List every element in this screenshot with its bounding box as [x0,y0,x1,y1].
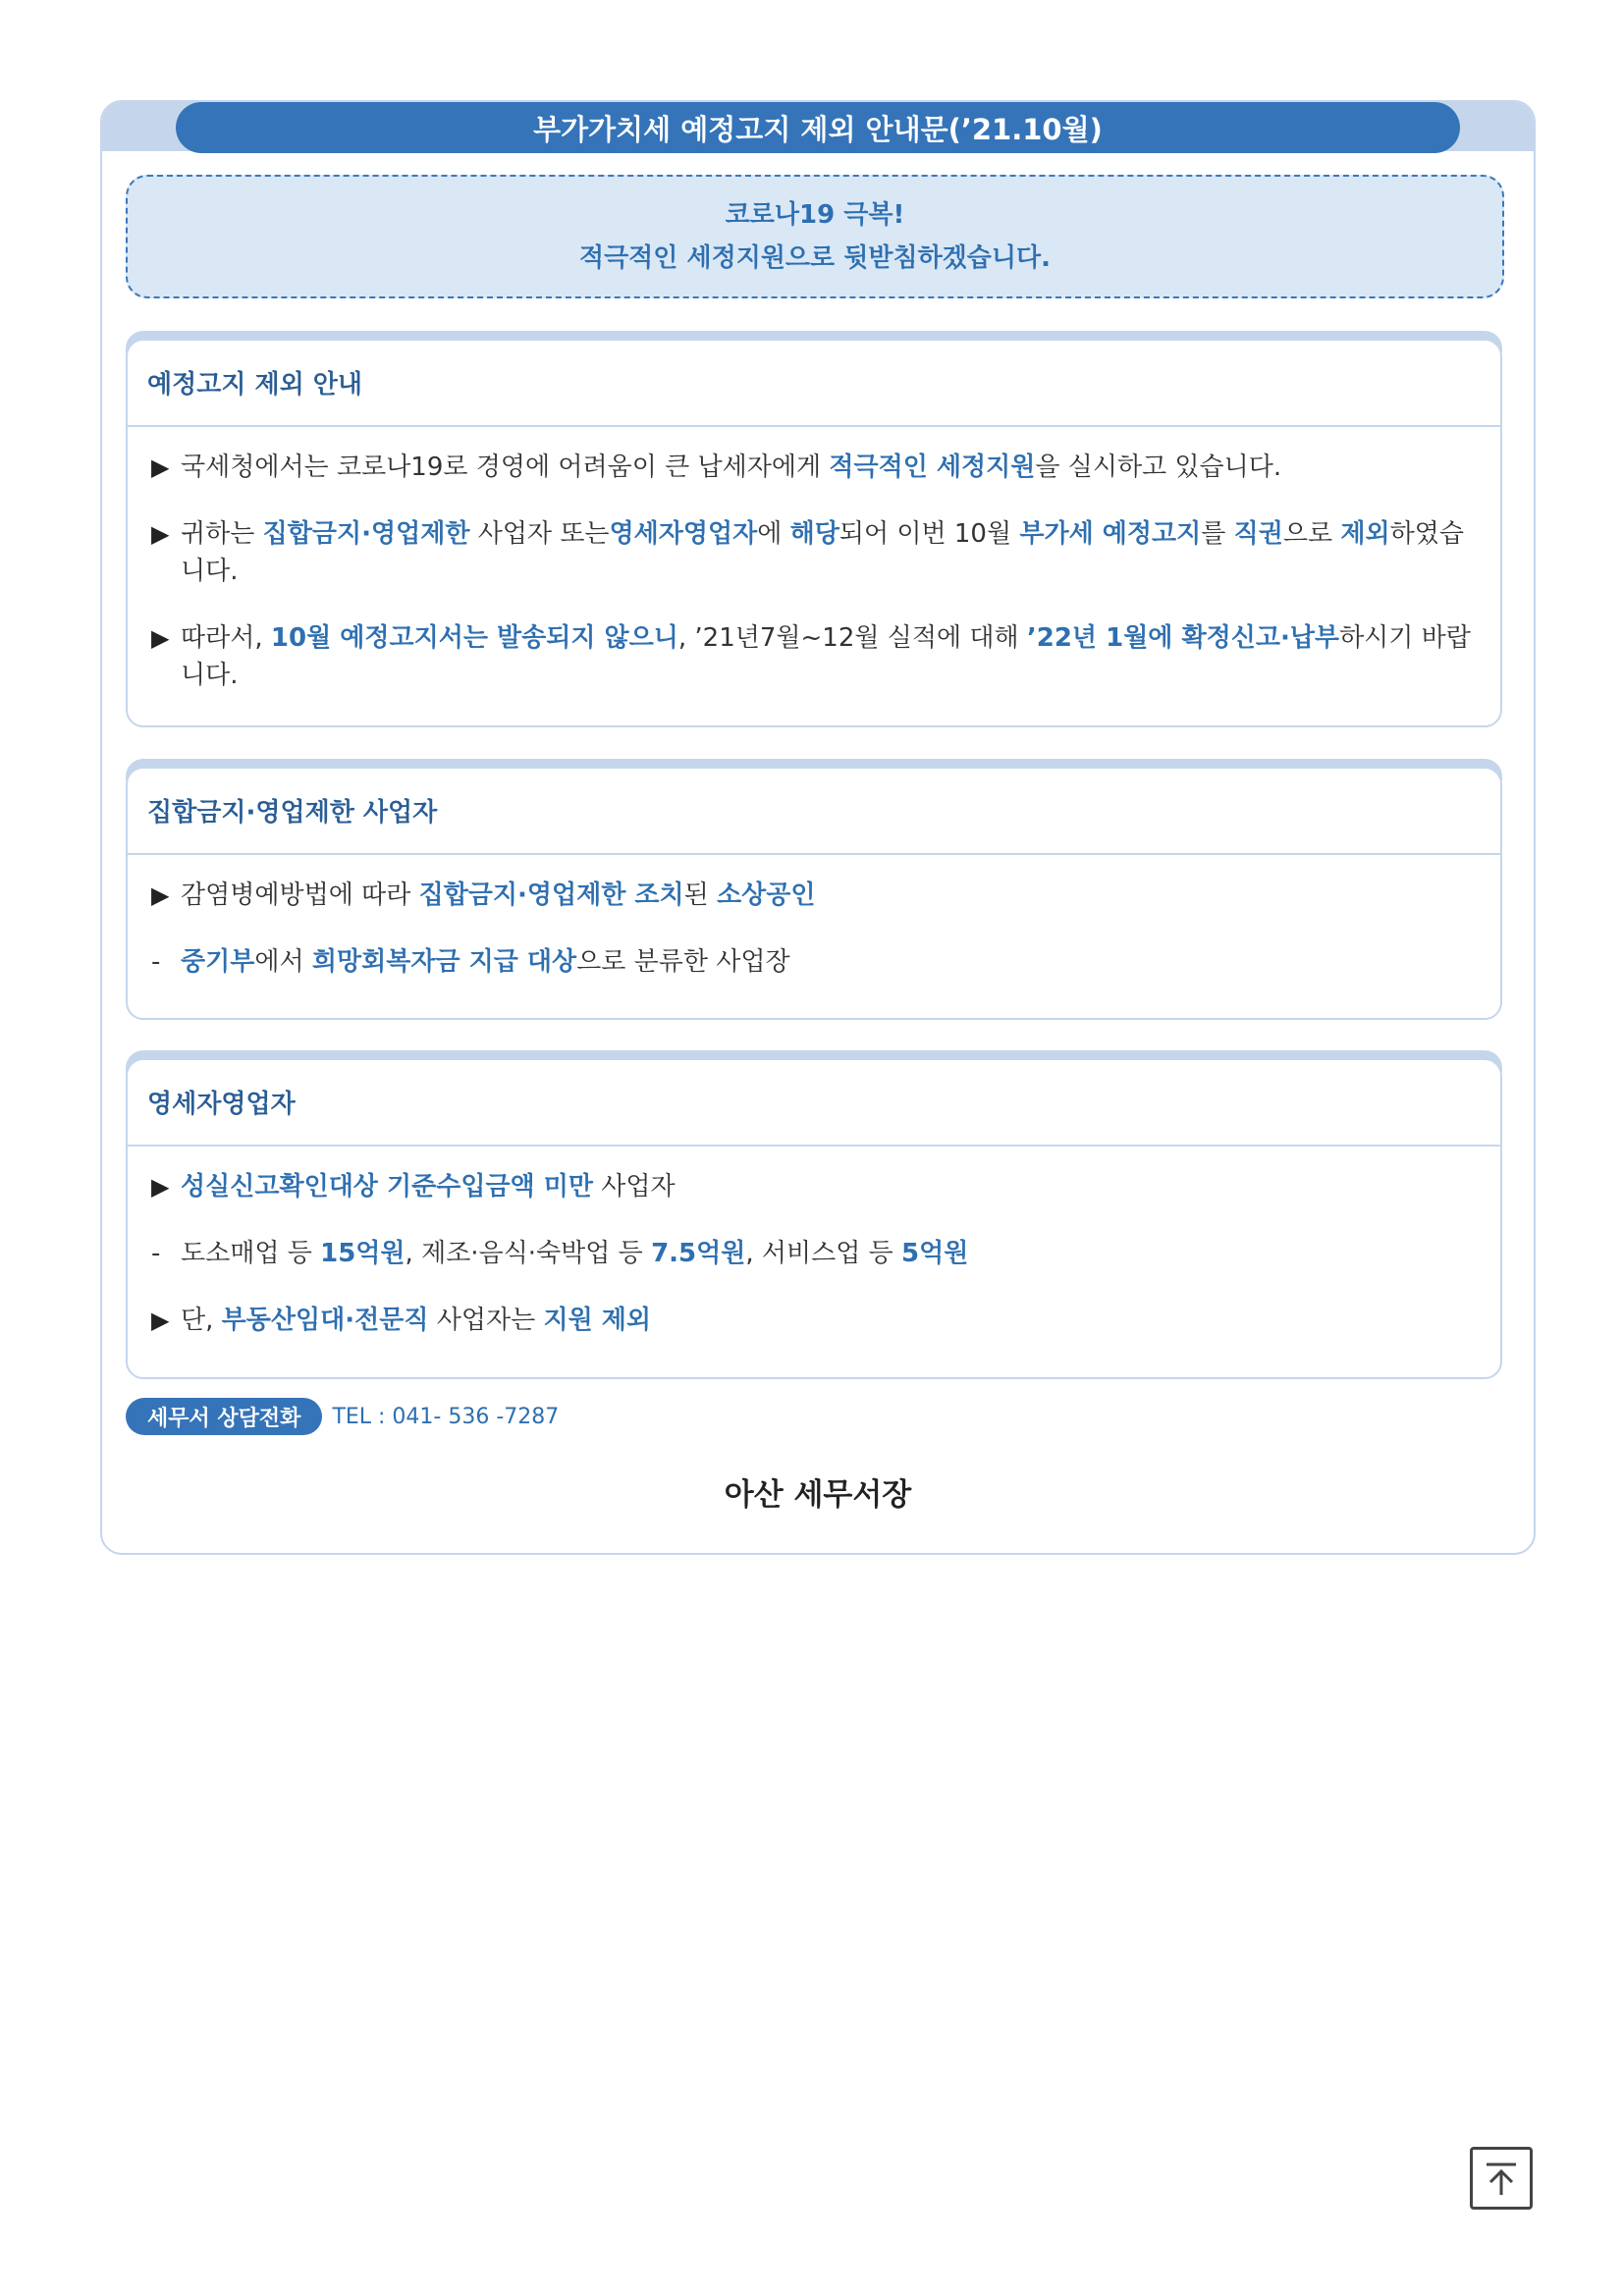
list-item-text [181,943,1475,981]
section-body [151,449,1475,694]
highlight-run: 부가세 예정고지 [1019,519,1202,549]
highlight-run: 집합금지·영업제한 조치 [418,881,684,910]
text-run: 귀하는 [181,519,263,549]
list-item-text [181,619,1475,694]
triangle-bullet-icon: ▶ [151,454,170,481]
text-run: 으로 [1282,519,1341,549]
triangle-bullet-icon: ▶ [151,520,170,548]
section-heading: 예정고지 제외 안내 [147,369,363,400]
text-run: 도소매업 등 [181,1239,321,1268]
section-divider [126,425,1502,427]
highlight-run: 중기부 [181,947,255,977]
list-item [151,1168,1475,1205]
triangle-bullet-icon: ▶ [151,881,170,909]
text-run: 사업자는 [428,1306,544,1335]
list-item-text [181,1168,1475,1205]
list-item [151,943,1475,981]
list-item-text [181,449,1475,486]
text-run: 를 [1201,519,1234,549]
triangle-bullet-icon: ▶ [151,624,170,652]
highlight-run: 집합금지·영업제한 [262,519,470,549]
section-exclusion-notice [126,331,1502,727]
list-item-text [181,1302,1475,1339]
scroll-to-top-button[interactable] [1470,2147,1533,2210]
list-item [151,877,1475,914]
text-run: 하였습니다. [181,519,1464,586]
section-body [151,877,1475,981]
text-run: 단, [181,1306,222,1335]
text-run: 사업자 또는 [469,519,610,549]
highlight-run: 7.5억원 [651,1239,746,1268]
banner-line-1: 코로나19 극복! [725,200,905,230]
text-run: 을 실시하고 있습니다. [1035,453,1282,482]
dash-bullet-icon: - [151,947,161,977]
list-item-text [181,1235,1475,1272]
text-run: , 제조·음식·숙박업 등 [405,1239,652,1268]
contact-label: 세무서 상담전화 [126,1398,322,1435]
dash-bullet-icon: - [151,1239,161,1268]
highlight-run: 부동산임대·전문직 [221,1306,429,1335]
highlight-run: 영세자영업자 [609,519,758,549]
text-run: 감염병예방법에 따라 [181,881,419,910]
highlight-run: 성실신고확인대상 기준수입금액 미만 [181,1172,593,1201]
text-run: 에 [757,519,790,549]
list-item [151,619,1475,694]
text-run: 사업자 [592,1172,676,1201]
section-body [151,1168,1475,1339]
text-run: 되어 이번 10월 [839,519,1020,549]
section-restricted-business [126,759,1502,1020]
section-small-business [126,1050,1502,1379]
list-item [151,515,1475,590]
highlight-run: 15억원 [320,1239,406,1268]
highlight-run: 제외 [1340,519,1390,549]
highlight-run: 5억원 [901,1239,969,1268]
banner-line-2: 적극적인 세정지원으로 뒷받침하겠습니다. [578,243,1052,273]
highlight-run: 적극적인 세정지원 [829,453,1036,482]
list-item [151,449,1475,486]
text-run: , 서비스업 등 [745,1239,902,1268]
text-run: , ’21년7월~12월 실적에 대해 [677,623,1027,653]
highlight-run: 소상공인 [717,881,816,910]
section-divider [126,1145,1502,1147]
text-run: 으로 분류한 사업장 [576,947,790,977]
list-item-text [181,515,1475,590]
section-heading: 영세자영업자 [147,1089,296,1119]
page-title: 부가가치세 예정고지 제외 안내문(’21.10월) [176,102,1460,153]
highlight-run: 지원 제외 [543,1306,651,1335]
highlight-run: 해당 [789,519,839,549]
text-run: 따라서, [181,623,271,653]
highlight-run: ’22년 1월에 확정신고·납부 [1026,623,1340,653]
text-run: 국세청에서는 코로나19로 경영에 어려움이 큰 납세자에게 [181,453,830,482]
list-item [151,1235,1475,1272]
text-run: 에서 [254,947,312,977]
highlight-run: 희망회복자금 지급 대상 [311,947,577,977]
support-banner [126,175,1504,298]
contact-line [126,1398,559,1435]
text-run: 된 [683,881,718,910]
triangle-bullet-icon: ▶ [151,1307,170,1334]
list-item-text [181,877,1475,914]
section-heading: 집합금지·영업제한 사업자 [147,797,438,828]
text-run: 하시기 바랍니다. [181,623,1471,690]
highlight-run: 직권 [1233,519,1283,549]
contact-phone: TEL : 041- 536 -7287 [332,1404,560,1429]
highlight-run: 10월 예정고지서는 발송되지 않으니 [270,623,678,653]
section-divider [126,853,1502,855]
signature: 아산 세무서장 [724,1477,912,1513]
triangle-bullet-icon: ▶ [151,1173,170,1201]
list-item [151,1302,1475,1339]
arrow-up-icon [1473,2150,1530,2207]
